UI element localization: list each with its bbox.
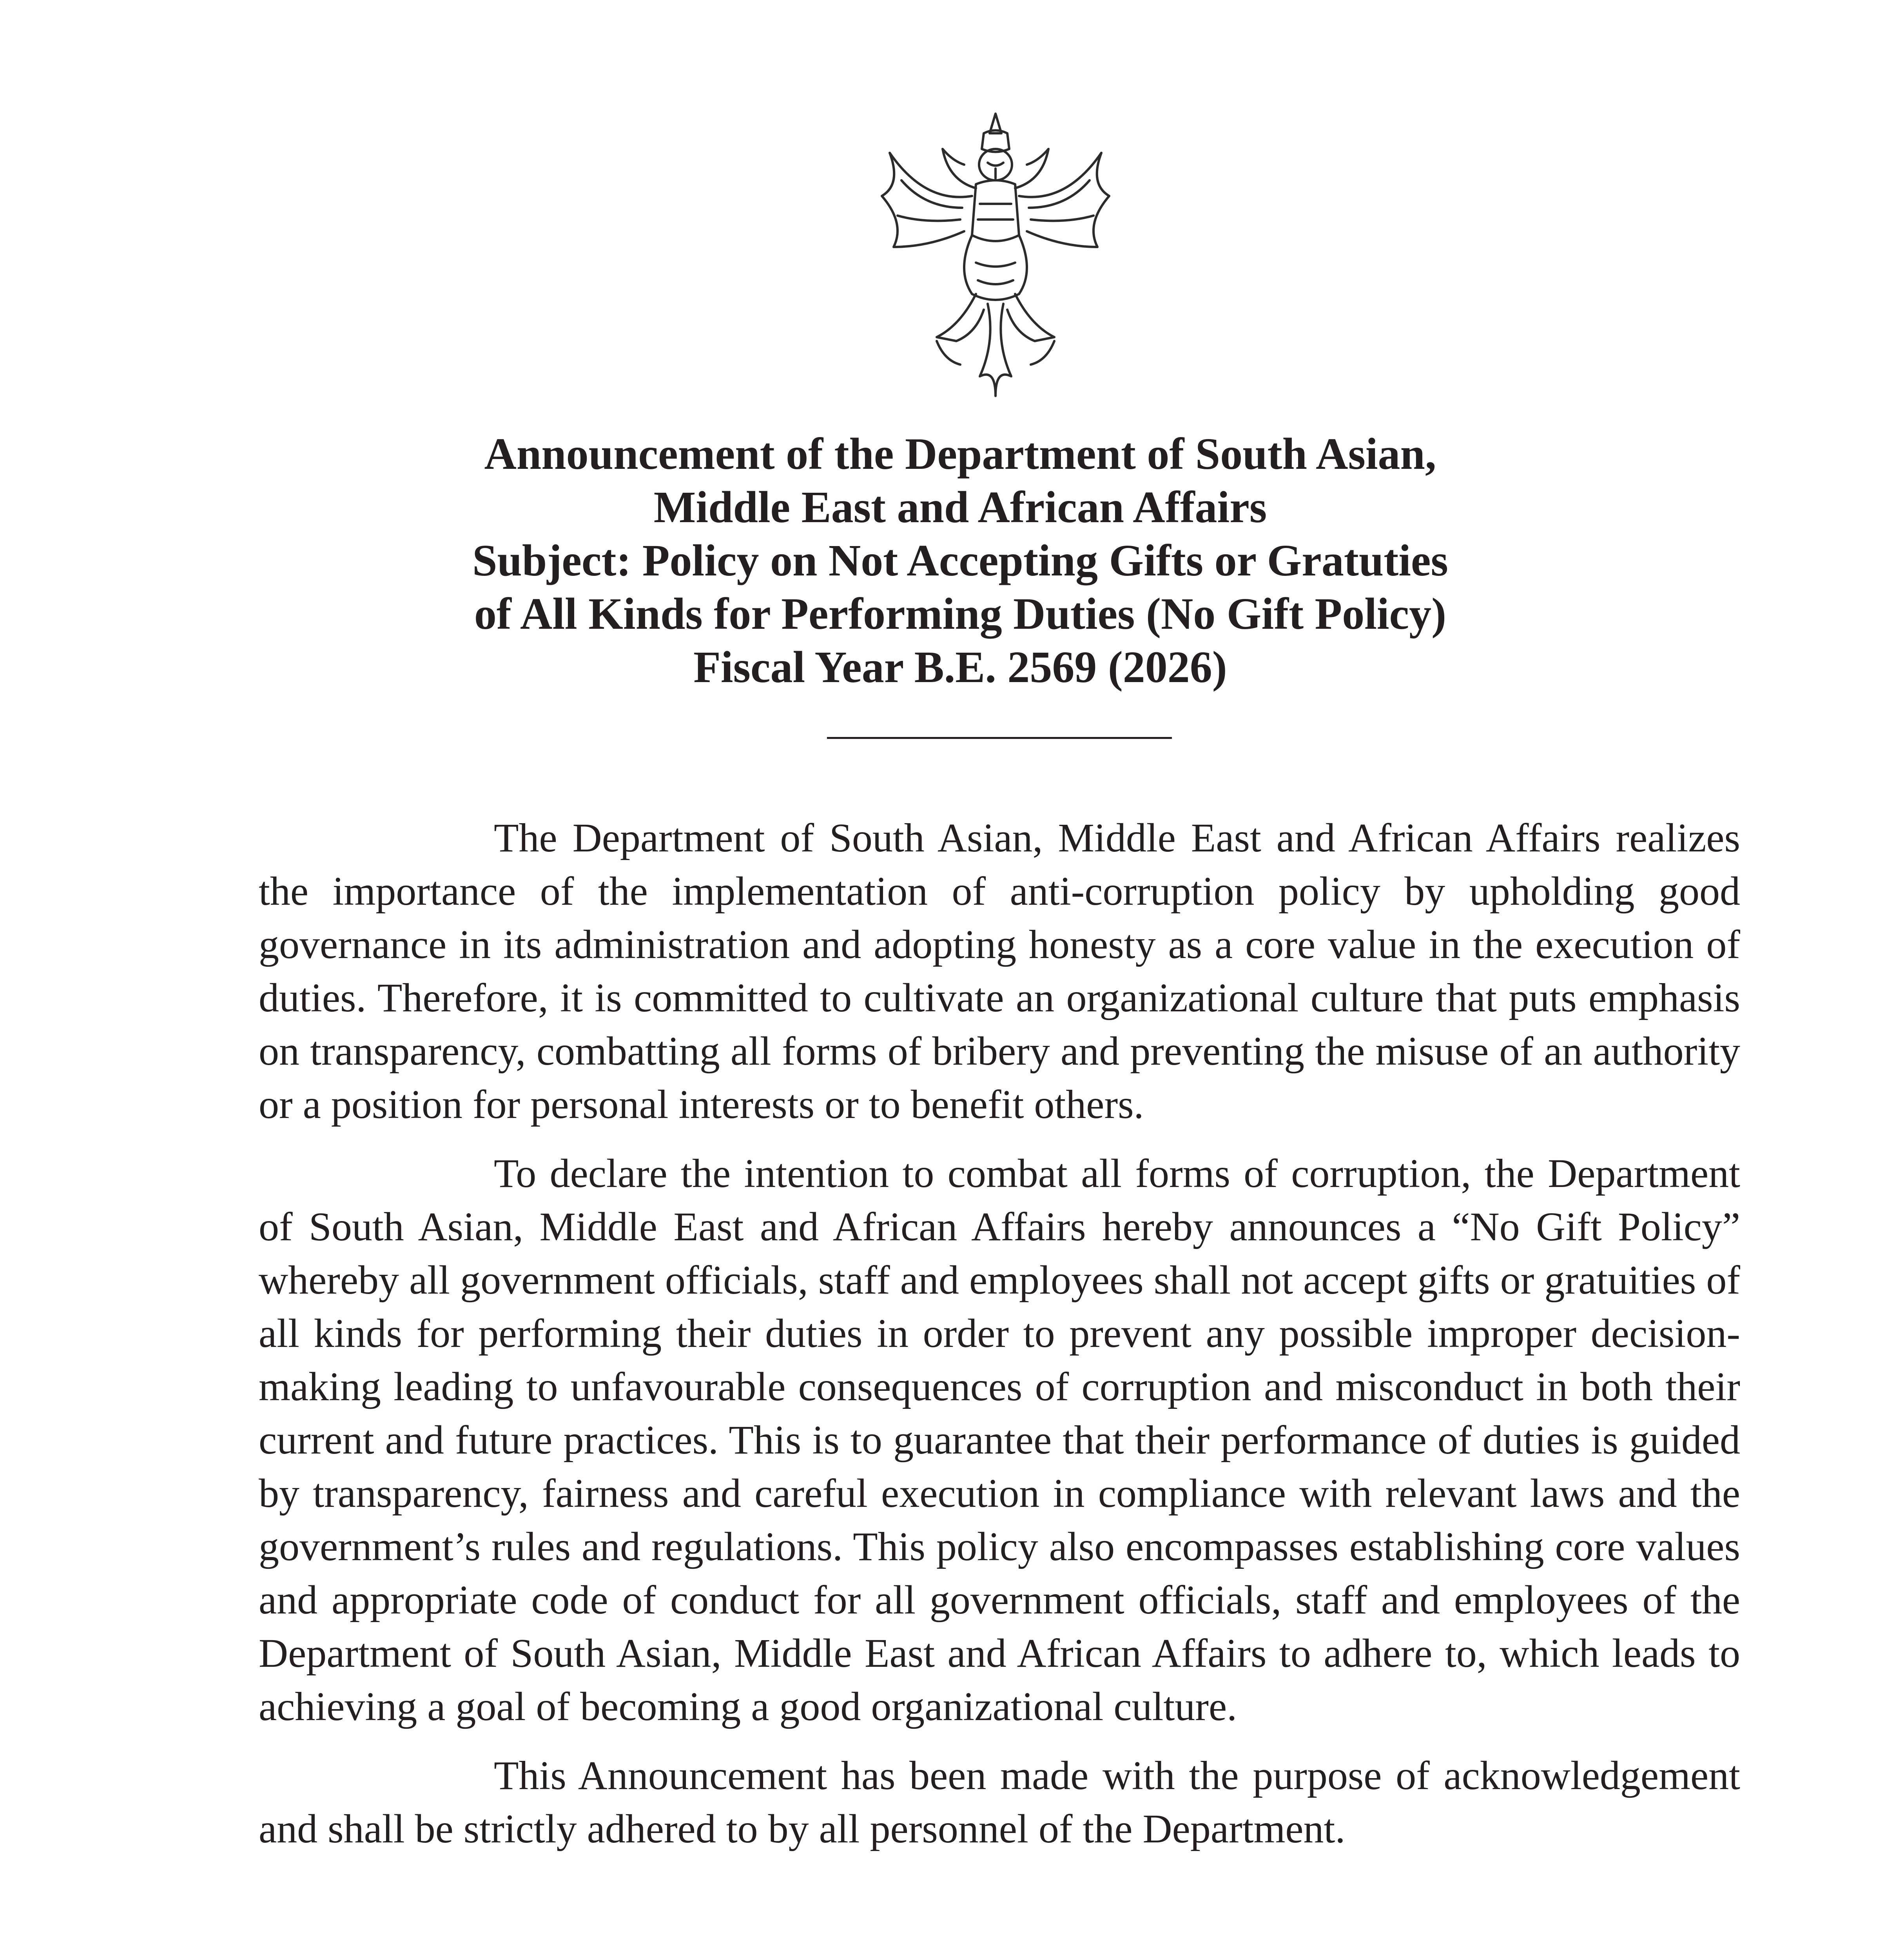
heading-line-fiscal-year: Fiscal Year B.E. 2569 (2026) <box>693 642 1227 692</box>
heading-line-subject: Subject: Policy on Not Accepting Gifts or Gratuties <box>472 535 1448 585</box>
body-paragraph: This Announcement has been made with the purpose of acknowledgement and shall be strictly adhered to by all personnel of the Department. <box>259 1753 1740 1851</box>
announcement-heading <box>314 427 1607 694</box>
heading-line: Announcement of the Department of South Asian, <box>484 429 1436 479</box>
heading-divider <box>827 737 1172 739</box>
heading-line: Middle East and African Affairs <box>653 482 1267 532</box>
announcement-body <box>259 811 1740 1871</box>
body-paragraph: To declare the intention to combat all forms of corruption, the Department of South Asian, Middle East and African Affairs hereby announces a “No Gift Policy” whereby all government officials, staff and employees shall not accept gifts or gratuities of all kinds for performing their duties in order to prevent any possible improper decision-making leading to unfavourable consequences of corruption and misconduct in both their current and future practices. This is to guarantee that their performance of duties is guided by transparency, fairness and careful execution in compliance with relevant laws and the government’s rules and regulations. This policy also encompasses establishing core values and appropriate code of conduct for all government officials, staff and employees of the Department of South Asian, Middle East and African Affairs to adhere to, which leads to achieving a goal of becoming a good organizational culture. <box>259 1151 1740 1729</box>
body-paragraph: The Department of South Asian, Middle East and African Affairs realizes the importance of the implementation of anti-corruption policy by upholding good governance in its administration and adopting honesty as a core value in the execution of duties. Therefore, it is committed to cultivate an organizational culture that puts emphasis on transparency, combatting all forms of bribery and preventing the misuse of an authority or a position for personal interests or to benefit others. <box>259 815 1740 1127</box>
garuda-emblem-icon <box>858 106 1133 400</box>
heading-line: of All Kinds for Performing Duties (No Gift Policy) <box>474 589 1447 639</box>
